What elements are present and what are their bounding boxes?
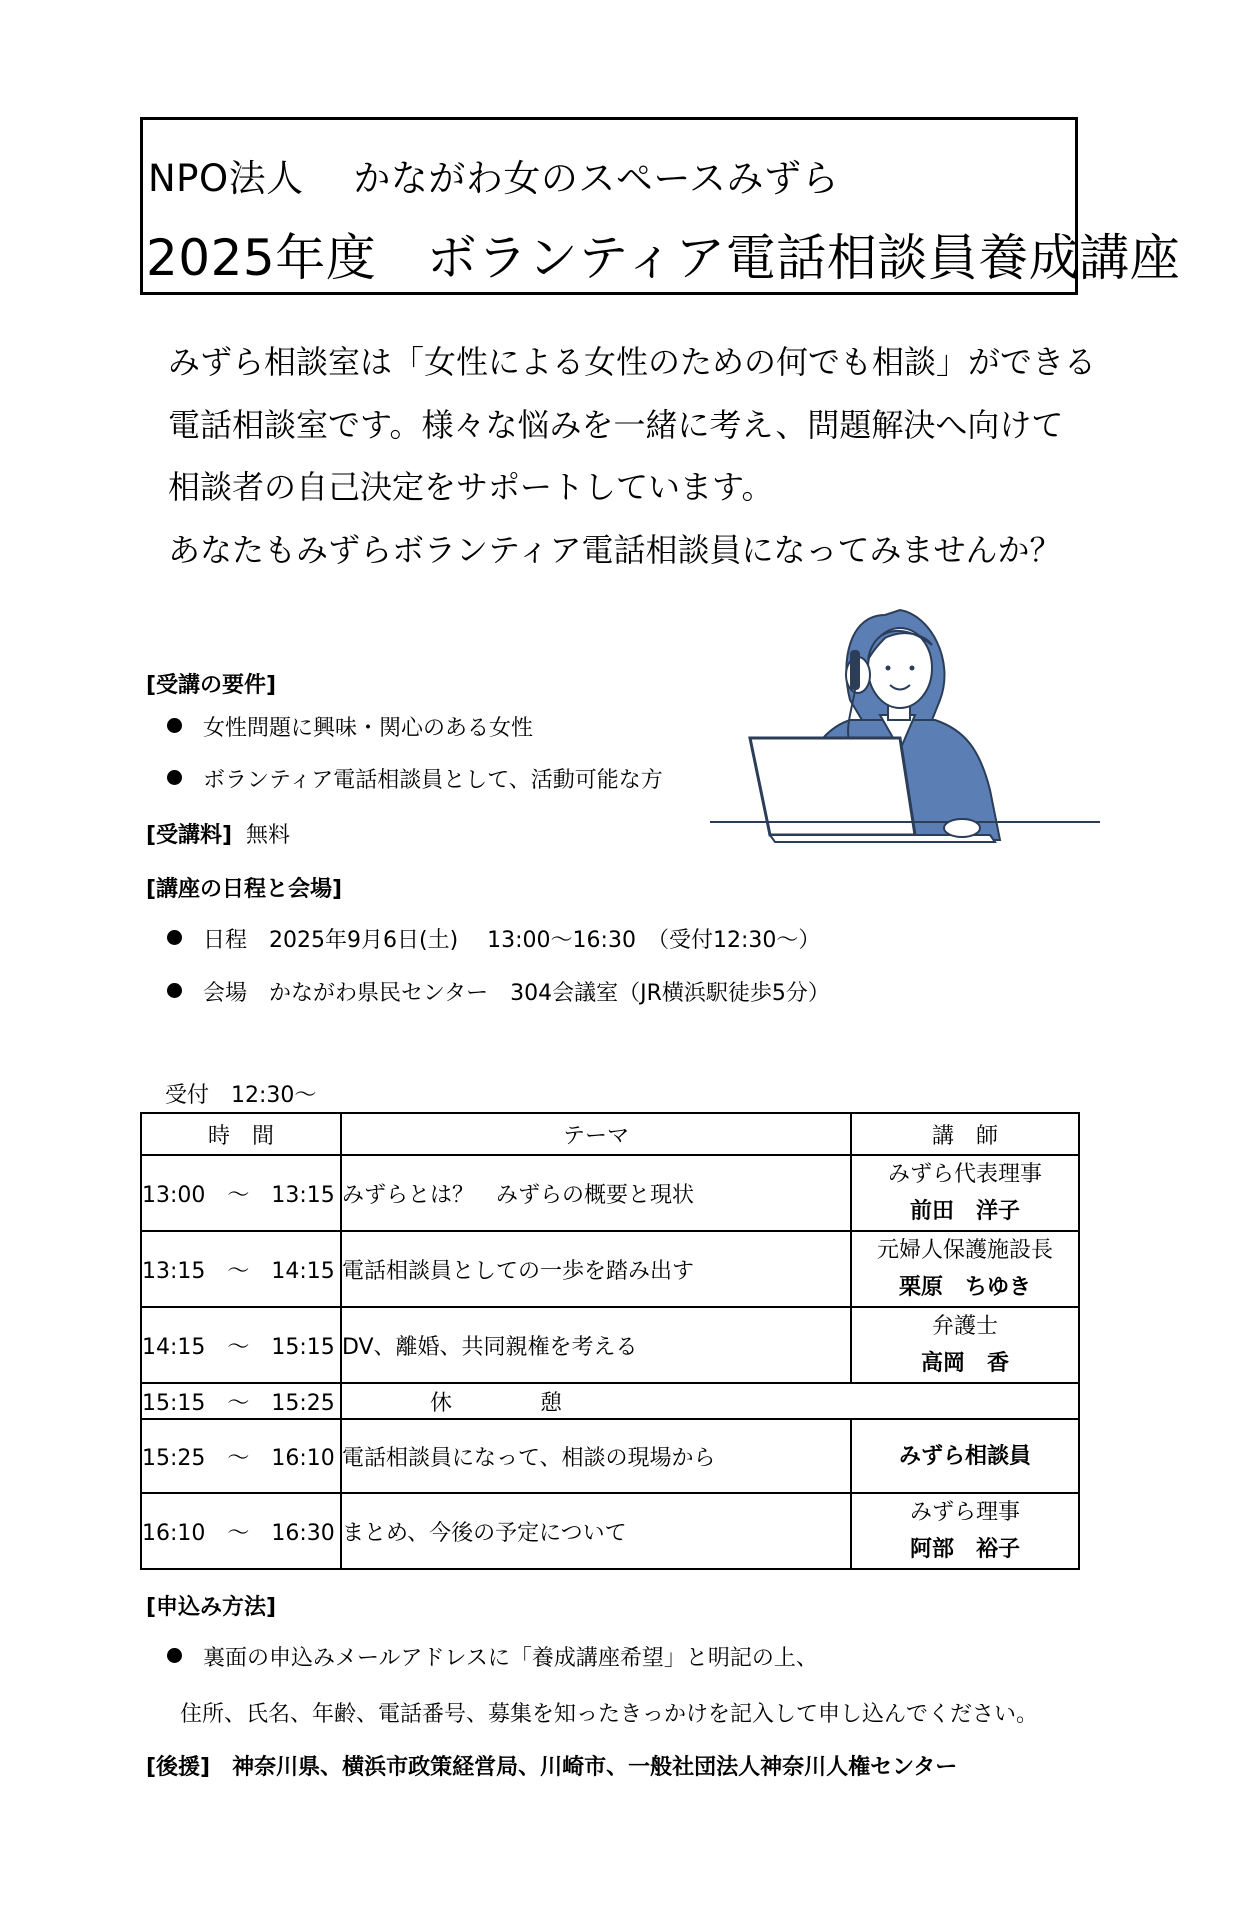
schedule-date: 日程 2025年9月6日(土) 13:00～16:30 （受付12:30～） xyxy=(203,928,821,953)
lecturer-role: 弁護士 xyxy=(932,1314,999,1339)
row-time: 14:15 ～ 15:15 xyxy=(141,1307,341,1383)
row-time: 15:25 ～ 16:10 xyxy=(141,1419,341,1493)
bullet-icon xyxy=(167,770,182,785)
organization-name: NPO法人 かながわ女のスペースみずら xyxy=(148,157,840,200)
row-lecturer xyxy=(851,1419,1079,1493)
schedule-table xyxy=(140,1112,1080,1570)
apply-line: 裏面の申込みメールアドレスに「養成講座希望」と明記の上、 xyxy=(203,1646,818,1671)
table-row xyxy=(141,1231,1079,1307)
operator-illustration xyxy=(700,590,1100,860)
row-theme: 休 憩 xyxy=(341,1383,1079,1419)
row-lecturer xyxy=(851,1231,1079,1307)
requirement-item: 女性問題に興味・関心のある女性 xyxy=(203,716,534,741)
intro-line: 電話相談室です。様々な悩みを一緒に考え、問題解決へ向けて xyxy=(168,406,1064,444)
bullet-icon xyxy=(167,1648,182,1663)
row-time: 13:15 ～ 14:15 xyxy=(141,1231,341,1307)
column-header-theme: テーマ xyxy=(341,1113,851,1155)
schedule-heading: [講座の日程と会場] xyxy=(146,877,343,902)
lecturer-role: みずら理事 xyxy=(910,1500,1021,1525)
column-header-lecturer: 講 師 xyxy=(851,1113,1079,1155)
lecturer-role: 元婦人保護施設長 xyxy=(877,1238,1054,1263)
bullet-icon xyxy=(167,930,182,945)
fee-heading: [受講料] xyxy=(146,823,233,848)
support-line: [後援] 神奈川県、横浜市政策経営局、川崎市、一般社団法人神奈川人権センター xyxy=(146,1755,958,1780)
column-header-time: 時 間 xyxy=(141,1113,341,1155)
intro-line: 相談者の自己決定をサポートしています。 xyxy=(168,468,774,506)
bullet-icon xyxy=(167,983,182,998)
row-time: 15:15 ～ 15:25 xyxy=(141,1383,341,1419)
row-lecturer xyxy=(851,1493,1079,1569)
apply-line: 住所、氏名、年齢、電話番号、募集を知ったきっかけを記入して申し込んでください。 xyxy=(180,1702,1039,1727)
lecturer-name: 前田 洋子 xyxy=(910,1199,1021,1224)
schedule-venue: 会場 かながわ県民センター 304会議室（JR横浜駅徒歩5分） xyxy=(203,981,830,1006)
row-theme: 電話相談員になって、相談の現場から xyxy=(341,1419,851,1493)
requirement-item: ボランティア電話相談員として、活動可能な方 xyxy=(203,768,663,793)
requirements-heading: [受講の要件] xyxy=(146,673,277,698)
row-theme: まとめ、今後の予定について xyxy=(341,1493,851,1569)
reception-note: 受付 12:30～ xyxy=(165,1083,317,1108)
lecturer-name: 栗原 ちゆき xyxy=(899,1275,1032,1300)
row-theme: 電話相談員としての一歩を踏み出す xyxy=(341,1231,851,1307)
fee-value: 無料 xyxy=(246,823,291,848)
lecturer-role: みずら代表理事 xyxy=(888,1162,1043,1187)
apply-heading: [申込み方法] xyxy=(146,1595,277,1620)
table-row xyxy=(141,1307,1079,1383)
table-row xyxy=(141,1493,1079,1569)
table-header-row xyxy=(141,1113,1079,1155)
page-title: 2025年度 ボランティア電話相談員養成講座 xyxy=(146,229,1181,287)
row-theme: DV、離婚、共同親権を考える xyxy=(341,1307,851,1383)
table-row xyxy=(141,1155,1079,1231)
lecturer-name: 阿部 裕子 xyxy=(910,1537,1021,1562)
table-row-break xyxy=(141,1383,1079,1419)
lecturer-name: みずら相談員 xyxy=(899,1443,1032,1469)
row-lecturer xyxy=(851,1155,1079,1231)
intro-line: あなたもみずらボランティア電話相談員になってみませんか？ xyxy=(168,531,1062,569)
intro-line: みずら相談室は「女性による女性のための何でも相談」ができる xyxy=(168,343,1097,381)
lecturer-name: 高岡 香 xyxy=(921,1351,1010,1376)
bullet-icon xyxy=(167,718,182,733)
row-time: 13:00 ～ 13:15 xyxy=(141,1155,341,1231)
row-lecturer xyxy=(851,1307,1079,1383)
row-time: 16:10 ～ 16:30 xyxy=(141,1493,341,1569)
table-row xyxy=(141,1419,1079,1493)
row-theme: みずらとは？ みずらの概要と現状 xyxy=(341,1155,851,1231)
